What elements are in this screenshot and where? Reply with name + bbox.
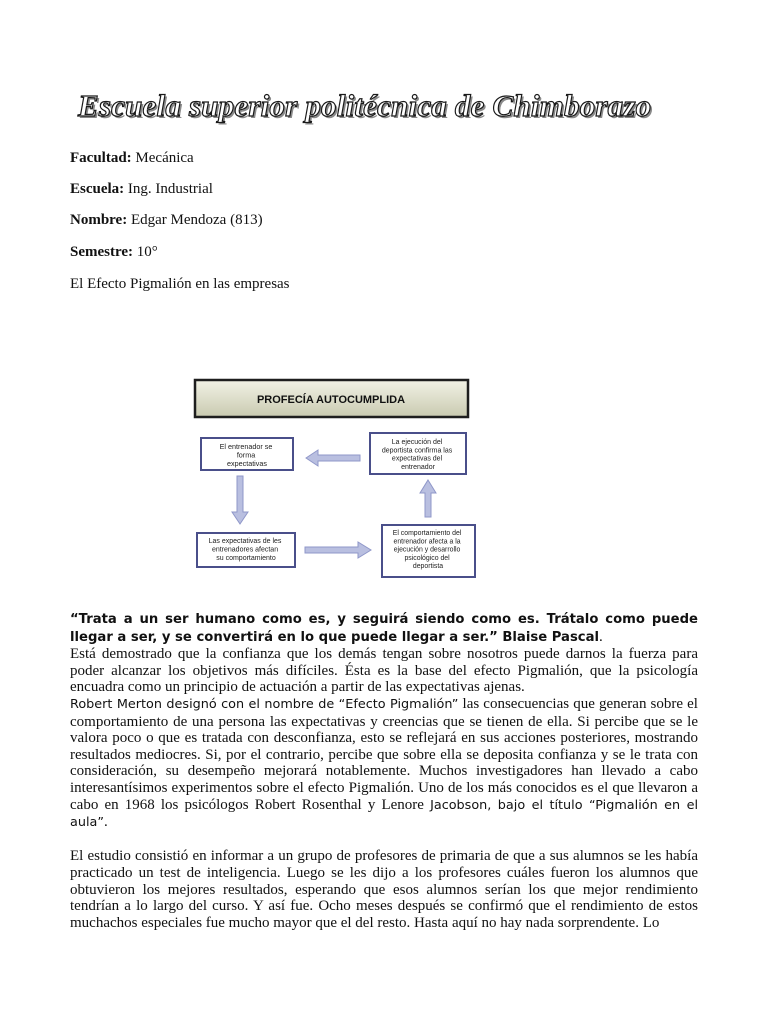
paragraph-2-body: las consecuencias que generan sobre el comportamiento de una persona las expectativas y creencias que se tienen de ella. Si percibe que se le valora poco o que es tratada con desconfianza, esto se reflejará en sus acciones posteriores, mostrando resultados mediocres. Si, por el contrario, percibe que sobre ella se deposita confianza y se le trata con consideración, su desempeño mejorará notablemente. Muchos investigadores han llevado a cabo interesantísimos experimentos sobre el efecto Pigmalión. Uno de los más conocidos es el que llevaron a cabo en 1968 los psicólogos Robert Rosenthal y Lenore <box>70 695 698 813</box>
paragraph-1: Está demostrado que la confianza que los demás tengan sobre nosotros puede darnos la fuerza para poder alcanzar los objetivos más difíciles. Ésta es la base del efecto Pigmalión, que la psicología encuadra como un principio de actuación a partir de las expectativas ajenas. <box>70 646 698 696</box>
box4-line-4: psicológico del <box>404 554 450 562</box>
diagram-box-behavior-affects-athlete <box>382 525 475 577</box>
paragraph-2-lead: Robert Merton designó con el nombre de “Efecto Pigmalión” <box>70 696 459 712</box>
diagram-title: PROFECÍA AUTOCUMPLIDA <box>256 394 406 406</box>
diagram-title-box <box>195 380 468 417</box>
box3-line-3: su comportamiento <box>216 555 276 562</box>
box1-line-1: El entrenador se <box>219 442 273 451</box>
escuela-line <box>70 180 213 198</box>
diagram-box-trainer-forms-expectations <box>201 438 293 470</box>
nombre-label: Nombre: <box>70 212 128 228</box>
nombre-value: Edgar Mendoza (813) <box>130 212 263 228</box>
facultad-line <box>70 149 194 167</box>
diagram-box-expectations-affect-behavior <box>197 533 295 567</box>
box2-line-1: La ejecución del <box>391 439 443 446</box>
box4-line-2: entrenador afecta a la <box>393 538 461 546</box>
article-body <box>70 612 698 931</box>
facultad-value: Mecánica <box>135 150 194 166</box>
semestre-line <box>70 243 158 261</box>
svg-text:Las expectativas de les <box>209 538 284 562</box>
facultad-label: Facultad: <box>70 150 132 166</box>
box3-line-1: Las expectativas de les <box>208 538 282 545</box>
semestre-value: 10° <box>136 244 158 260</box>
box1-line-3: expectativas <box>227 459 267 468</box>
box3-line-2: entrenadores afectan <box>211 546 279 554</box>
escuela-label: Escuela: <box>70 181 125 197</box>
box1-line-2: forma <box>236 450 256 460</box>
box4-line-3: ejecución y desarrollo <box>393 546 461 554</box>
quote-text: “Trata a un ser humano como es, y seguirá siendo como es. Trátalo como puede llegar a ser, y se convertirá en lo que puede llegar a ser.” Blaise Pascal <box>70 612 698 645</box>
box2-line-3: expectativas del <box>391 455 443 463</box>
diagram-box-athlete-confirms <box>370 433 466 474</box>
quote-period: . <box>599 628 603 645</box>
semestre-label: Semestre: <box>70 244 134 260</box>
paragraph-3: El estudio consistió en informar a un grupo de profesores de primaria de que a sus alumnos se les había practicado un test de inteligencia. Luego se les dijo a los profesores cuáles fueron los alumnos que obtuvieron los mejores resultados, esperando que esos alumnos serían los que mejor rendimiento tendrían a lo largo del curso. Y así fue. Ocho meses después se confirmó que el rendimiento de estos muchachos especiales fue mucho mayor que el del resto. Hasta aquí no hay nada sorprendente. Lo <box>70 848 698 931</box>
topic-line: El Efecto Pigmalión en las empresas <box>70 276 290 292</box>
box2-line-2: deportista confirma las <box>381 447 453 455</box>
box4-line-1: El comportamiento del <box>392 530 462 537</box>
pascal-quote <box>70 612 698 646</box>
box4-line-5: deportista <box>412 563 444 571</box>
paragraph-2 <box>70 696 698 832</box>
escuela-value: Ing. Industrial <box>127 181 213 197</box>
nombre-line <box>70 211 263 229</box>
paragraph-2-citation: Jacobson, bajo el título “Pigmalión en el aula” <box>70 797 699 831</box>
paragraph-gap <box>70 832 698 849</box>
page-title: Escuela superior politécnica de Chimborazo <box>78 88 652 123</box>
self-fulfilling-prophecy-diagram <box>190 374 480 586</box>
paragraph-2-end: . <box>103 814 108 831</box>
box2-line-4: entrenador <box>401 463 435 471</box>
